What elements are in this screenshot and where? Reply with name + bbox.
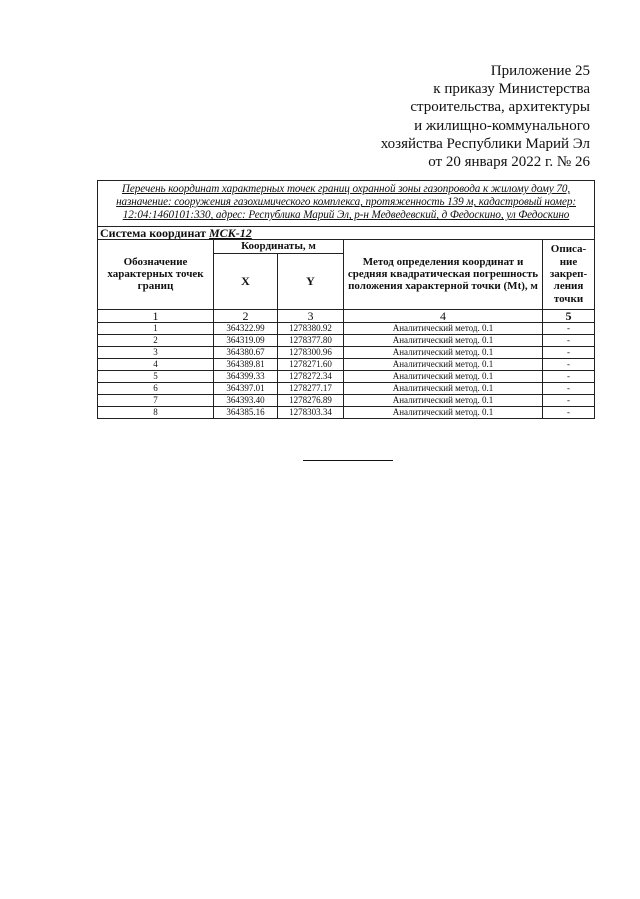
- point-number: 2: [98, 334, 214, 346]
- coordinate-system-label: Система координат: [100, 225, 206, 240]
- fix-value: -: [543, 334, 595, 346]
- appendix-header: [330, 62, 590, 171]
- method-value: Аналитический метод. 0.1: [344, 334, 543, 346]
- column-number: 3: [278, 309, 344, 322]
- point-number: 8: [98, 406, 214, 418]
- fix-value: -: [543, 358, 595, 370]
- fix-value: -: [543, 346, 595, 358]
- column-numbers-row: [98, 309, 595, 322]
- appendix-line: от 20 января 2022 г. № 26: [428, 154, 590, 171]
- header-coordinates: Координаты, м: [214, 239, 344, 253]
- table-row: [98, 346, 595, 358]
- x-value: 364385.16: [214, 406, 278, 418]
- table-row: [98, 358, 595, 370]
- point-number: 6: [98, 382, 214, 394]
- method-value: Аналитический метод. 0.1: [344, 358, 543, 370]
- method-value: Аналитический метод. 0.1: [344, 322, 543, 334]
- column-number: 2: [214, 309, 278, 322]
- point-number: 7: [98, 394, 214, 406]
- x-value: 364380.67: [214, 346, 278, 358]
- x-value: 364389.81: [214, 358, 278, 370]
- appendix-line: к приказу Министерства: [433, 81, 590, 98]
- table-row: [98, 334, 595, 346]
- appendix-line: и жилищно-коммунального: [414, 117, 590, 134]
- column-number: 1: [98, 309, 214, 322]
- y-value: 1278377.80: [278, 334, 344, 346]
- y-value: 1278303.34: [278, 406, 344, 418]
- method-value: Аналитический метод. 0.1: [344, 406, 543, 418]
- header-x: X: [214, 253, 278, 309]
- header-fixation: Описа-ние закреп-ления точки: [543, 239, 595, 309]
- method-value: Аналитический метод. 0.1: [344, 382, 543, 394]
- fix-value: -: [543, 394, 595, 406]
- appendix-line: хозяйства Республики Марий Эл: [380, 135, 590, 152]
- y-value: 1278271.60: [278, 358, 344, 370]
- y-value: 1278272.34: [278, 370, 344, 382]
- fix-value: -: [543, 370, 595, 382]
- point-number: 1: [98, 322, 214, 334]
- coordinates-table: [97, 180, 595, 419]
- divider-line: [303, 460, 393, 461]
- method-value: Аналитический метод. 0.1: [344, 370, 543, 382]
- header-point: Обозначение характерных точек границ: [98, 239, 214, 309]
- header-y: Y: [278, 253, 344, 309]
- table-caption: Перечень координат характерных точек границ охранной зоны газопровода к жилому дому 70, назначение: сооружения газохимического комплекса, протяженность 139 м, кадастровый номер: 12:04:1460101:330, адрес: Республика Марий Эл, р-н Медведевский, д Федоскино, ул Федоскино: [98, 181, 595, 227]
- point-number: 4: [98, 358, 214, 370]
- appendix-line: строительства, архитектуры: [410, 99, 590, 116]
- x-value: 364319.09: [214, 334, 278, 346]
- header-method: Метод определения координат и средняя квадратическая погрешность положения характерной точки (Mt), м: [344, 239, 543, 309]
- method-value: Аналитический метод. 0.1: [344, 346, 543, 358]
- table-row: [98, 394, 595, 406]
- x-value: 364397.01: [214, 382, 278, 394]
- table-row: [98, 370, 595, 382]
- y-value: 1278380.92: [278, 322, 344, 334]
- coordinate-system-value: МСК-12: [208, 225, 252, 240]
- table-row: [98, 406, 595, 418]
- column-number: 5: [543, 309, 595, 322]
- column-number: 4: [344, 309, 543, 322]
- method-value: Аналитический метод. 0.1: [344, 394, 543, 406]
- table-row: [98, 382, 595, 394]
- point-number: 3: [98, 346, 214, 358]
- y-value: 1278300.96: [278, 346, 344, 358]
- fix-value: -: [543, 322, 595, 334]
- fix-value: -: [543, 382, 595, 394]
- table-row: [98, 322, 595, 334]
- appendix-line: Приложение 25: [490, 63, 590, 79]
- fix-value: -: [543, 406, 595, 418]
- x-value: 364322.99: [214, 322, 278, 334]
- x-value: 364393.40: [214, 394, 278, 406]
- y-value: 1278277.17: [278, 382, 344, 394]
- y-value: 1278276.89: [278, 394, 344, 406]
- x-value: 364399.33: [214, 370, 278, 382]
- coordinate-system-row: [98, 226, 595, 239]
- point-number: 5: [98, 370, 214, 382]
